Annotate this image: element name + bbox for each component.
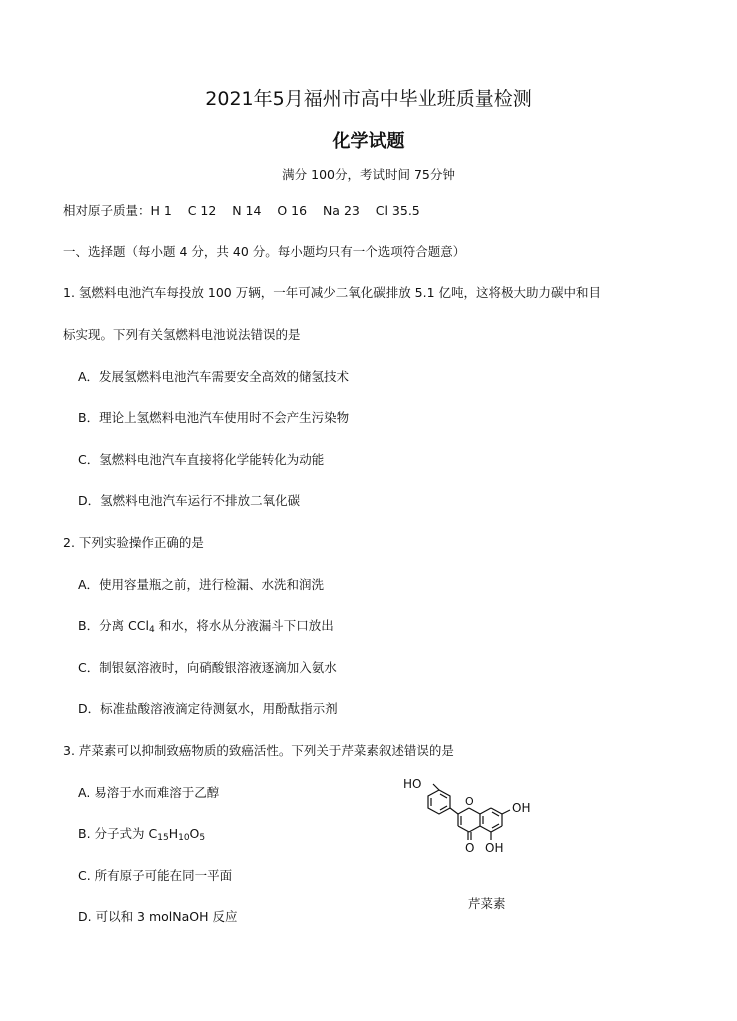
q2-option-b: B．分离 CCl$_4$ 和水，将水从分液漏斗下口放出	[78, 618, 334, 635]
q2-option-c: C．制银氨溶液时，向硝酸银溶液逐滴加入氨水	[78, 660, 337, 675]
q1-option-d: D．氢燃料电池汽车运行不排放二氧化碳	[78, 493, 301, 508]
oh-bottom-label: OH	[485, 841, 504, 855]
ring-oxygen-label: O	[465, 795, 474, 808]
carbonyl-oxygen-label: O	[465, 841, 475, 855]
q3-option-a: A. 易溶于水而难溶于乙醇	[78, 785, 220, 800]
q2-option-d: D．标准盐酸溶液滴定待测氨水，用酚酞指示剂	[78, 701, 338, 716]
q3-option-b: B. 分子式为 $C_{15}H_{10}O_5$	[78, 826, 206, 843]
subject-title: 化学试题	[332, 131, 405, 152]
q2-option-a: A．使用容量瓶之前，进行检漏、水洗和润洗	[78, 577, 325, 592]
apigenin-structure	[395, 778, 555, 870]
oh-right-label: OH	[512, 801, 531, 815]
q2-stem: 2. 下列实验操作正确的是	[63, 535, 204, 550]
ho-left-label: HO	[403, 778, 422, 791]
q1-option-b: B．理论上氢燃料电池汽车使用时不会产生污染物	[78, 410, 350, 425]
section-heading: 一、选择题（每小题 4 分，共 40 分。每小题均只有一个选项符合题意）	[63, 244, 466, 259]
q3-option-d: D. 可以和 3 molNaOH 反应	[78, 909, 238, 924]
q3-stem: 3. 芹菜素可以抑制致癌物质的致癌活性。下列关于芹菜素叙述错误的是	[63, 743, 454, 758]
q1-stem-line1: 1. 氢燃料电池汽车每投放 100 万辆，一年可减少二氧化碳排放 5.1 亿吨，这将极大助力碳中和目	[63, 285, 602, 300]
exam-info: 满分 100分，考试时间 75分钟	[282, 167, 455, 182]
structure-bonds	[428, 784, 510, 840]
q1-stem-line2: 标实现。下列有关氢燃料电池说法错误的是	[63, 327, 301, 342]
atomic-masses: 相对原子质量：H 1 C 12 N 14 O 16 Na 23 Cl 35.5	[63, 203, 420, 218]
q1-option-a: A．发展氢燃料电池汽车需要安全高效的储氢技术	[78, 369, 350, 384]
q3-option-c: C. 所有原子可能在同一平面	[78, 868, 233, 883]
structure-caption: 芹菜素	[468, 896, 506, 911]
q1-option-c: C．氢燃料电池汽车直接将化学能转化为动能	[78, 452, 325, 467]
exam-title: 2021年5月福州市高中毕业班质量检测	[205, 88, 532, 110]
